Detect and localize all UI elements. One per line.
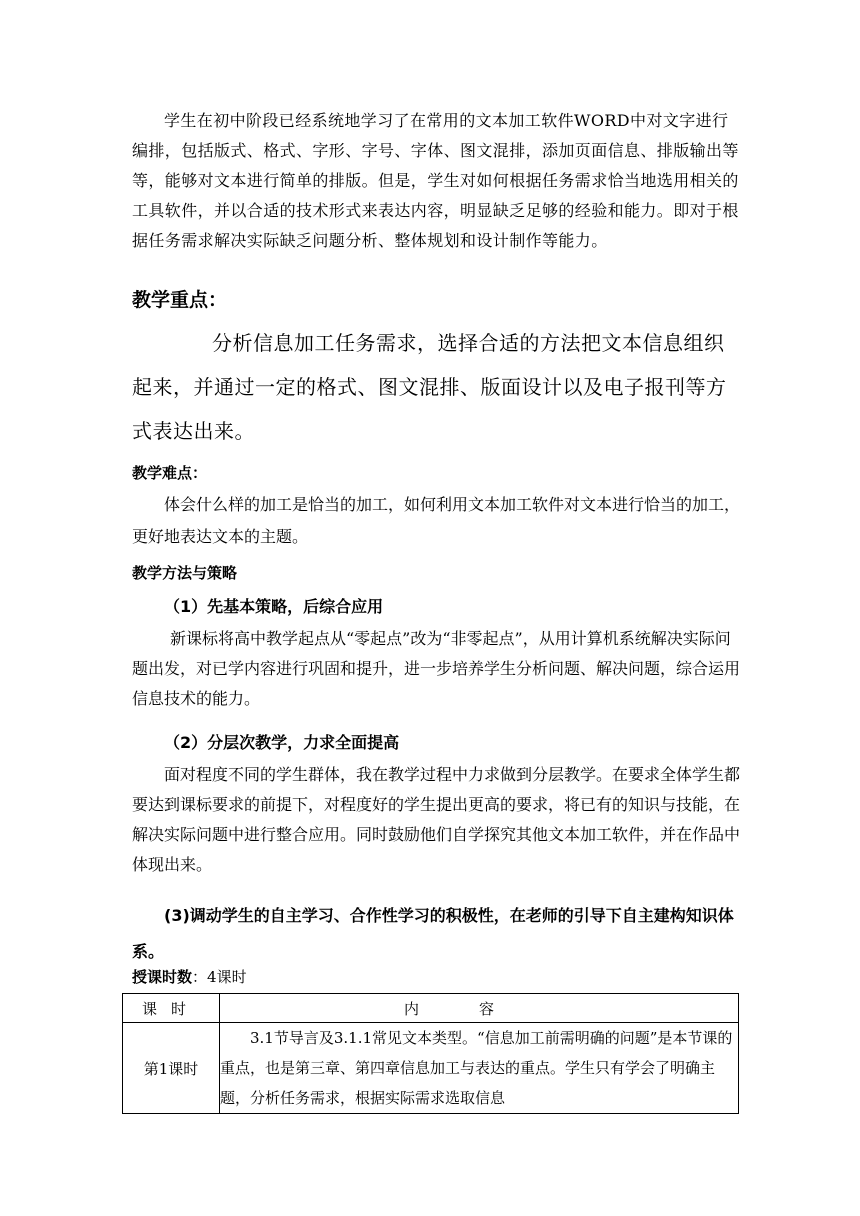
- teaching-hours-label: 授课时数: [132, 968, 193, 986]
- row-content: 3.1节导言及3.1.1常见文本类型。“信息加工前需明确的问题”是本节课的重点，也是第三章、第四章信息加工与表达的重点。学生只有学会了明确主题，分析任务需求，根据实际需求选取信息: [220, 1023, 739, 1114]
- header-content: 内容: [220, 994, 739, 1023]
- strategy3-text: (3)调动学生的自主学习、合作性学习的积极性，在老师的引导下自主建构知识体系。: [132, 906, 734, 961]
- key-points-heading: 教学重点：: [132, 289, 228, 311]
- key-points-text: 分析信息加工任务需求，选择合适的方法把文本信息组织起来，并通过一定的格式、图文混排、版面设计以及电子报刊等方式表达出来。: [132, 331, 727, 443]
- header-period: 课时: [123, 994, 220, 1023]
- strategy1-text: 新课标将高中教学起点从“零起点”改为“非零起点”，从用计算机系统解决实际问题出发，对已学内容进行巩固和提升，进一步培养学生分析问题、解决问题，综合运用信息技术的能力。: [132, 629, 741, 708]
- teaching-hours: [132, 966, 247, 987]
- methods-heading: 教学方法与策略: [132, 564, 238, 582]
- strategy2-text: 面对程度不同的学生群体，我在教学过程中力求做到分层教学。在要求全体学生都要达到课标要求的前提下，对程度好的学生提出更高的要求，将已有的知识与技能，在解决实际问题中进行整合应用。同时鼓励他们自学探究其他文本加工软件，并在作品中体现出来。: [132, 765, 741, 874]
- difficulties-heading: 教学难点：: [132, 464, 208, 482]
- difficulties-text: 体会什么样的加工是恰当的加工，如何利用文本加工软件对文本进行恰当的加工，更好地表达文本的主题。: [132, 495, 741, 546]
- intro-paragraph: 学生在初中阶段已经系统地学习了在常用的文本加工软件WORD中对文字进行编排，包括版式、格式、字形、字号、字体、图文混排，添加页面信息、排版输出等等，能够对文本进行简单的排版。但是，学生对如何根据任务需求恰当地选用相关的工具软件，并以合适的技术形式来表达内容，明显缺乏足够的经验和能力。即对于根据任务需求解决实际缺乏问题分析、整体规划和设计制作等能力。: [132, 111, 739, 250]
- table-row: [123, 1023, 739, 1114]
- teaching-hours-value: 4课时: [207, 968, 247, 986]
- teaching-hours-colon: ：: [192, 968, 208, 986]
- strategy1-title: （1）先基本策略，后综合应用: [164, 597, 384, 616]
- table-header-row: [123, 994, 739, 1023]
- row-period: 第1课时: [123, 1023, 220, 1114]
- strategy2-title: （2）分层次教学，力求全面提高: [164, 733, 400, 752]
- schedule-table: [122, 993, 739, 1114]
